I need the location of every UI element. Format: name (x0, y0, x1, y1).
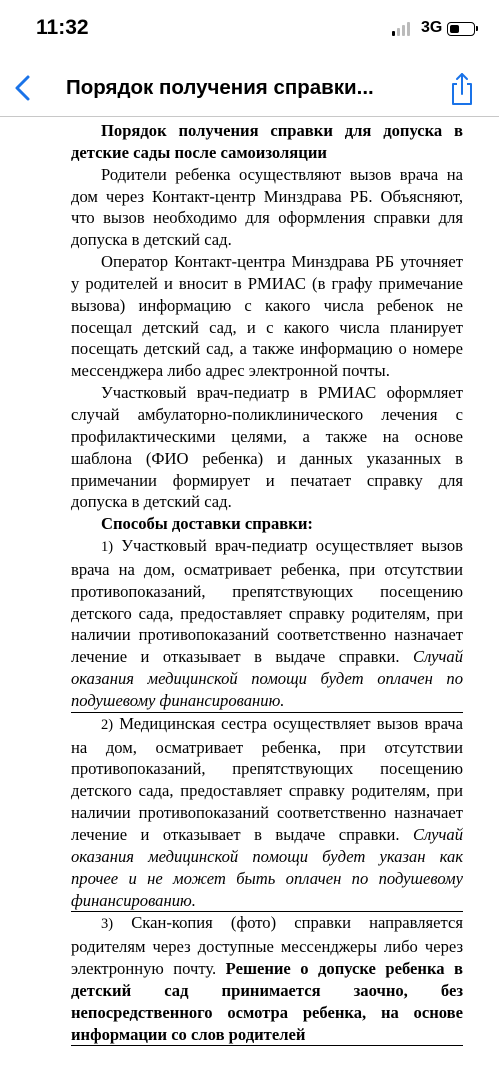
delivery-method-3 (71, 912, 463, 1046)
chevron-left-icon (4, 66, 44, 110)
battery-tip (476, 26, 478, 31)
delivery-method-2 (71, 713, 463, 913)
share-button[interactable] (444, 66, 480, 110)
battery-level (450, 25, 459, 33)
page-title: Порядок получения справки... (66, 76, 374, 99)
delivery-methods-heading: Способы доставки справки: (101, 514, 313, 534)
item-note: Случай оказания медицинской помощи будет оплачен по подушевому финансированию. (71, 647, 463, 710)
item-number: 2) (101, 716, 114, 733)
paragraph-1: Родители ребенка осуществляют вызов врача на дом через Контакт-центр Минздрава РБ. Объясняют, что вызов необходимо для оформления справки для допуска в детский сад. (71, 164, 463, 250)
item-note: Решение о допуске ребенка в детский сад принимается заочно, без непосредственного осмотра ребенка, на основе информации со слов родителей (71, 959, 464, 1044)
status-bar (0, 0, 499, 60)
paragraph-3: Участковый врач-педиатр в РМИАС оформляет случай амбулаторно-поликлинического лечения с профилактическими целями, а также на основе шаблона (ФИО ребенка) и данных указанных в примечании формирует и печатает справку для допуска в детский сад. (71, 383, 463, 512)
item-number: 3) (101, 916, 114, 933)
document-heading: Порядок получения справки для допуска в детские сады после самоизоляции (71, 121, 463, 162)
cellular-signal-icon (392, 22, 416, 36)
network-type: 3G (421, 19, 443, 36)
item-note: Случай оказания медицинской помощи будет указан как прочее и не может быть оплачен по подушевому финансированию. (71, 825, 463, 910)
item-text: Медицинская сестра осуществляет вызов врача на дом, осматривает ребенка, при отсутствии противопоказаний, препятствующих посещению детского сада, предоставляет справку родителям, при наличии противопоказаний соответственно назначает лечение и отказывает в выдаче справки. (71, 713, 463, 844)
item-text: Участковый врач-педиатр осуществляет вызов врача на дом, осматривает ребенка, при отсутствии противопоказаний, препятствующих посещению детского сада, предоставляет справку родителям, при наличии противопоказаний соответственно назначает лечение и отказывает в выдаче справки. (71, 536, 463, 667)
back-button[interactable] (4, 66, 44, 110)
document-content (71, 120, 463, 1046)
item-number: 1) (101, 539, 114, 556)
delivery-method-1 (71, 535, 463, 713)
item-text: Скан-копия (фото) справки направляется родителям через доступные мессенджеры либо через электронную почту. (71, 913, 463, 979)
paragraph-2: Оператор Контакт-центра Минздрава РБ уточняет у родителей и вносит в РМИАС (в графу примечание вызова) информацию с какого числа ребенок не посещал детский сад, и с какого числа планирует посещать детский сад, а также информацию о номере мессенджера либо адрес электронной почты. (71, 252, 463, 381)
share-icon (444, 66, 480, 110)
status-time: 11:32 (36, 16, 89, 39)
nav-bar (0, 62, 499, 114)
nav-divider (0, 116, 499, 117)
battery-icon (447, 22, 475, 36)
